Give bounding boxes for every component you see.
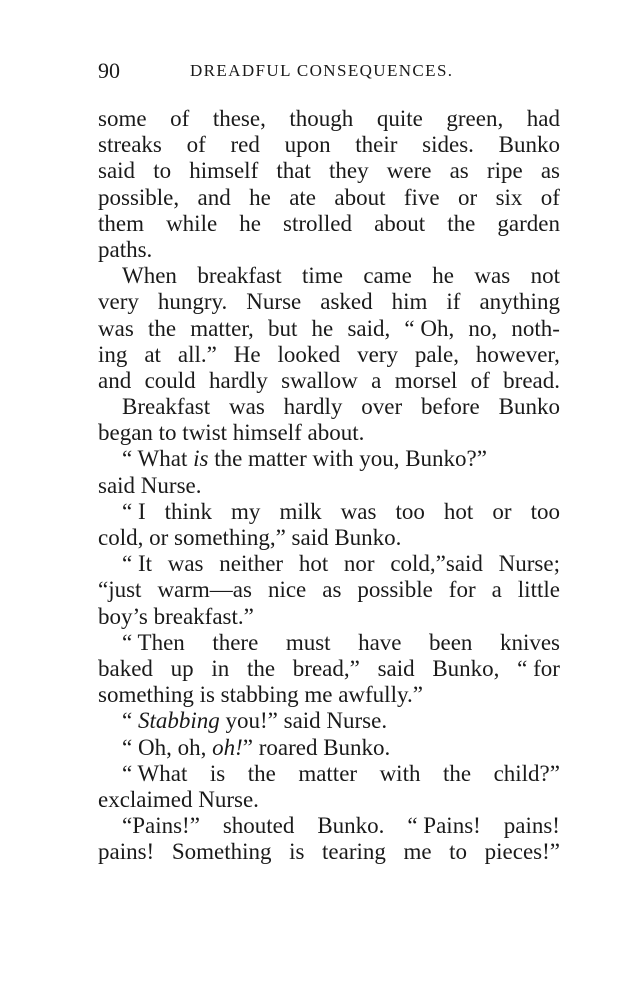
word: anything <box>479 289 560 315</box>
text-line <box>98 630 560 656</box>
word: knives <box>499 629 560 655</box>
word: neither <box>219 551 284 577</box>
text-run: you!” said Nurse. <box>219 708 388 734</box>
text-line <box>98 787 560 813</box>
word: he <box>239 210 261 236</box>
text-line <box>98 446 560 472</box>
body-text <box>98 106 560 865</box>
word: for <box>448 577 476 603</box>
word: their <box>355 132 398 158</box>
word: before <box>421 394 480 420</box>
word: but <box>267 315 298 341</box>
word: he <box>249 184 271 210</box>
word: nor <box>343 551 375 577</box>
word: Bunko <box>498 394 560 420</box>
word: the <box>447 210 476 236</box>
word: with <box>379 760 421 786</box>
word: me <box>403 839 432 865</box>
word: no, <box>468 315 498 341</box>
word: think <box>164 498 212 524</box>
text-line <box>98 682 560 708</box>
word: himself <box>189 158 259 184</box>
text-run: “ What <box>122 446 194 472</box>
word: Nurse <box>246 289 302 315</box>
word: swallow <box>281 367 358 393</box>
text-line <box>98 316 560 342</box>
word: ate <box>289 184 317 210</box>
text-line <box>98 735 560 761</box>
text-line <box>98 132 560 158</box>
text-line <box>98 368 560 394</box>
word: pains! <box>503 813 560 839</box>
word: upon <box>284 132 331 158</box>
italic-text: is <box>193 446 209 472</box>
word: there <box>212 629 259 655</box>
word: noth- <box>511 315 560 341</box>
word: milk <box>279 498 322 524</box>
text-run: paths. <box>98 236 153 262</box>
word: if <box>446 289 461 315</box>
word: possible <box>357 577 433 603</box>
word: matter, <box>190 315 254 341</box>
word: been <box>429 629 473 655</box>
word: him <box>391 289 428 315</box>
word: streaks <box>98 132 162 158</box>
word: all.” <box>177 341 217 367</box>
text-line <box>98 708 560 734</box>
word: my <box>231 498 261 524</box>
word: hardly <box>209 367 268 393</box>
word: some <box>98 106 147 131</box>
word: was <box>229 394 265 420</box>
word: hot <box>298 551 329 577</box>
word: and <box>98 367 132 393</box>
word: was <box>167 551 204 577</box>
word: of <box>186 132 206 158</box>
text-line <box>98 106 560 132</box>
word: the <box>247 760 276 786</box>
word: about <box>374 210 426 236</box>
word: Breakfast <box>122 394 211 420</box>
word: and <box>197 184 231 210</box>
word: tearing <box>322 839 386 865</box>
word: in <box>211 655 230 681</box>
word: time <box>302 263 343 289</box>
text-line <box>98 263 560 289</box>
word: came <box>363 263 412 289</box>
word: possible, <box>98 184 180 210</box>
text-line <box>98 342 560 368</box>
word: too <box>530 498 560 524</box>
text-run: began to twist himself about. <box>98 420 365 446</box>
word: was <box>98 315 134 341</box>
word: while <box>166 210 218 236</box>
text-line <box>98 237 560 263</box>
text-line <box>98 499 560 525</box>
text-line <box>98 394 560 420</box>
word: “ What <box>122 760 188 786</box>
word: said <box>98 158 136 184</box>
word: cold,”said <box>390 551 483 577</box>
page-number: 90 <box>98 58 120 83</box>
word: Nurse; <box>498 551 560 577</box>
word: “Pains!” <box>122 813 200 839</box>
word: looked <box>277 341 341 367</box>
italic-text: Stabbing <box>137 708 220 734</box>
word: Something <box>171 839 272 865</box>
word: strolled <box>283 210 353 236</box>
text-run: something is stabbing me awfully.” <box>98 682 423 708</box>
text-run: boy’s breakfast.” <box>98 603 254 629</box>
word: have <box>358 629 402 655</box>
word: “ It <box>122 551 153 577</box>
word: very <box>98 289 139 315</box>
text-run: “ <box>122 708 138 734</box>
word: about <box>334 184 386 210</box>
word: as <box>449 158 469 184</box>
word: pale, <box>414 341 459 367</box>
word: ing <box>98 341 128 367</box>
word: however, <box>475 341 560 367</box>
word: that <box>276 158 311 184</box>
word: as <box>322 577 342 603</box>
word: the <box>147 315 177 341</box>
text-line <box>98 813 560 839</box>
word: warm—as <box>157 577 252 603</box>
word: baked <box>98 655 153 681</box>
text-line <box>98 158 560 184</box>
text-run: said Nurse. <box>98 472 202 498</box>
word: he <box>311 315 334 341</box>
word: “ Then <box>122 629 185 655</box>
text-line <box>98 761 560 787</box>
italic-text: oh! <box>212 734 243 760</box>
text-line <box>98 551 560 577</box>
word: breakfast <box>197 263 282 289</box>
word: “ for <box>517 655 560 681</box>
running-title: DREADFUL CONSEQUENCES. <box>190 61 454 80</box>
word: ripe <box>486 158 523 184</box>
text-line <box>98 420 560 446</box>
word: garden <box>497 210 560 236</box>
word: hardly <box>283 394 343 420</box>
word: little <box>517 577 560 603</box>
word: Bunko <box>498 132 560 158</box>
text-line <box>98 577 560 603</box>
text-line <box>98 289 560 315</box>
word: a <box>371 367 382 393</box>
word: morsel <box>394 367 458 393</box>
word: had <box>526 106 560 131</box>
word: over <box>361 394 403 420</box>
text-line <box>98 211 560 237</box>
word: of <box>470 367 490 393</box>
word: very <box>357 341 398 367</box>
word: “ I <box>122 498 146 524</box>
word: or <box>492 498 512 524</box>
word: as <box>540 158 560 184</box>
word: sides. <box>422 132 474 158</box>
text-line <box>98 839 560 865</box>
word: of <box>170 106 190 131</box>
word: could <box>144 367 196 393</box>
text-run: the matter with you, Bunko?” <box>208 446 487 472</box>
word: pieces!” <box>484 839 560 865</box>
word: was <box>340 498 377 524</box>
word: was <box>474 263 511 289</box>
word: they <box>329 158 369 184</box>
text-run: ” roared Bunko. <box>242 734 391 760</box>
word: hungry. <box>157 289 228 315</box>
word: asked <box>320 289 373 315</box>
word: not <box>530 263 560 289</box>
word: six <box>495 184 523 210</box>
word: the <box>442 760 472 786</box>
word: shouted <box>222 813 295 839</box>
word: Bunko. <box>317 813 385 839</box>
word: to <box>153 158 172 184</box>
word: these, <box>212 106 266 131</box>
word: at <box>144 341 161 367</box>
text-line <box>98 656 560 682</box>
word: though <box>289 106 354 131</box>
word: Bunko, <box>432 655 500 681</box>
word: too <box>395 498 425 524</box>
word: must <box>285 629 331 655</box>
word: matter <box>298 760 358 786</box>
word: were <box>386 158 432 184</box>
text-run: exclaimed Nurse. <box>98 786 259 812</box>
text-line <box>98 525 560 551</box>
text-run: cold, or something,” said Bunko. <box>98 525 402 550</box>
word: red <box>230 132 260 158</box>
word: He <box>233 341 261 367</box>
word: green, <box>446 106 504 131</box>
text-line <box>98 185 560 211</box>
word: quite <box>376 106 423 131</box>
word: them <box>98 210 144 236</box>
word: “ Pains! <box>407 813 481 839</box>
word: said, <box>347 315 391 341</box>
word: is <box>289 839 305 865</box>
word: five <box>403 184 440 210</box>
word: pains! <box>98 839 155 865</box>
word: up <box>170 655 194 681</box>
word: “ Oh, <box>404 315 455 341</box>
word: or <box>458 184 478 210</box>
word: is <box>209 760 226 786</box>
word: child?” <box>493 760 560 786</box>
word: a <box>491 577 502 603</box>
text-line <box>98 604 560 630</box>
word: When <box>122 263 177 289</box>
word: bread. <box>503 367 560 393</box>
word: bread,” <box>292 655 360 681</box>
word: he <box>432 263 454 289</box>
word: hot <box>443 498 474 524</box>
word: of <box>540 184 560 210</box>
word: the <box>246 655 276 681</box>
word: to <box>449 839 468 865</box>
page-header <box>98 58 560 88</box>
word: “just <box>98 577 142 603</box>
text-line <box>98 473 560 499</box>
word: nice <box>267 577 307 603</box>
word: said <box>377 655 415 681</box>
text-run: “ Oh, oh, <box>122 734 213 760</box>
